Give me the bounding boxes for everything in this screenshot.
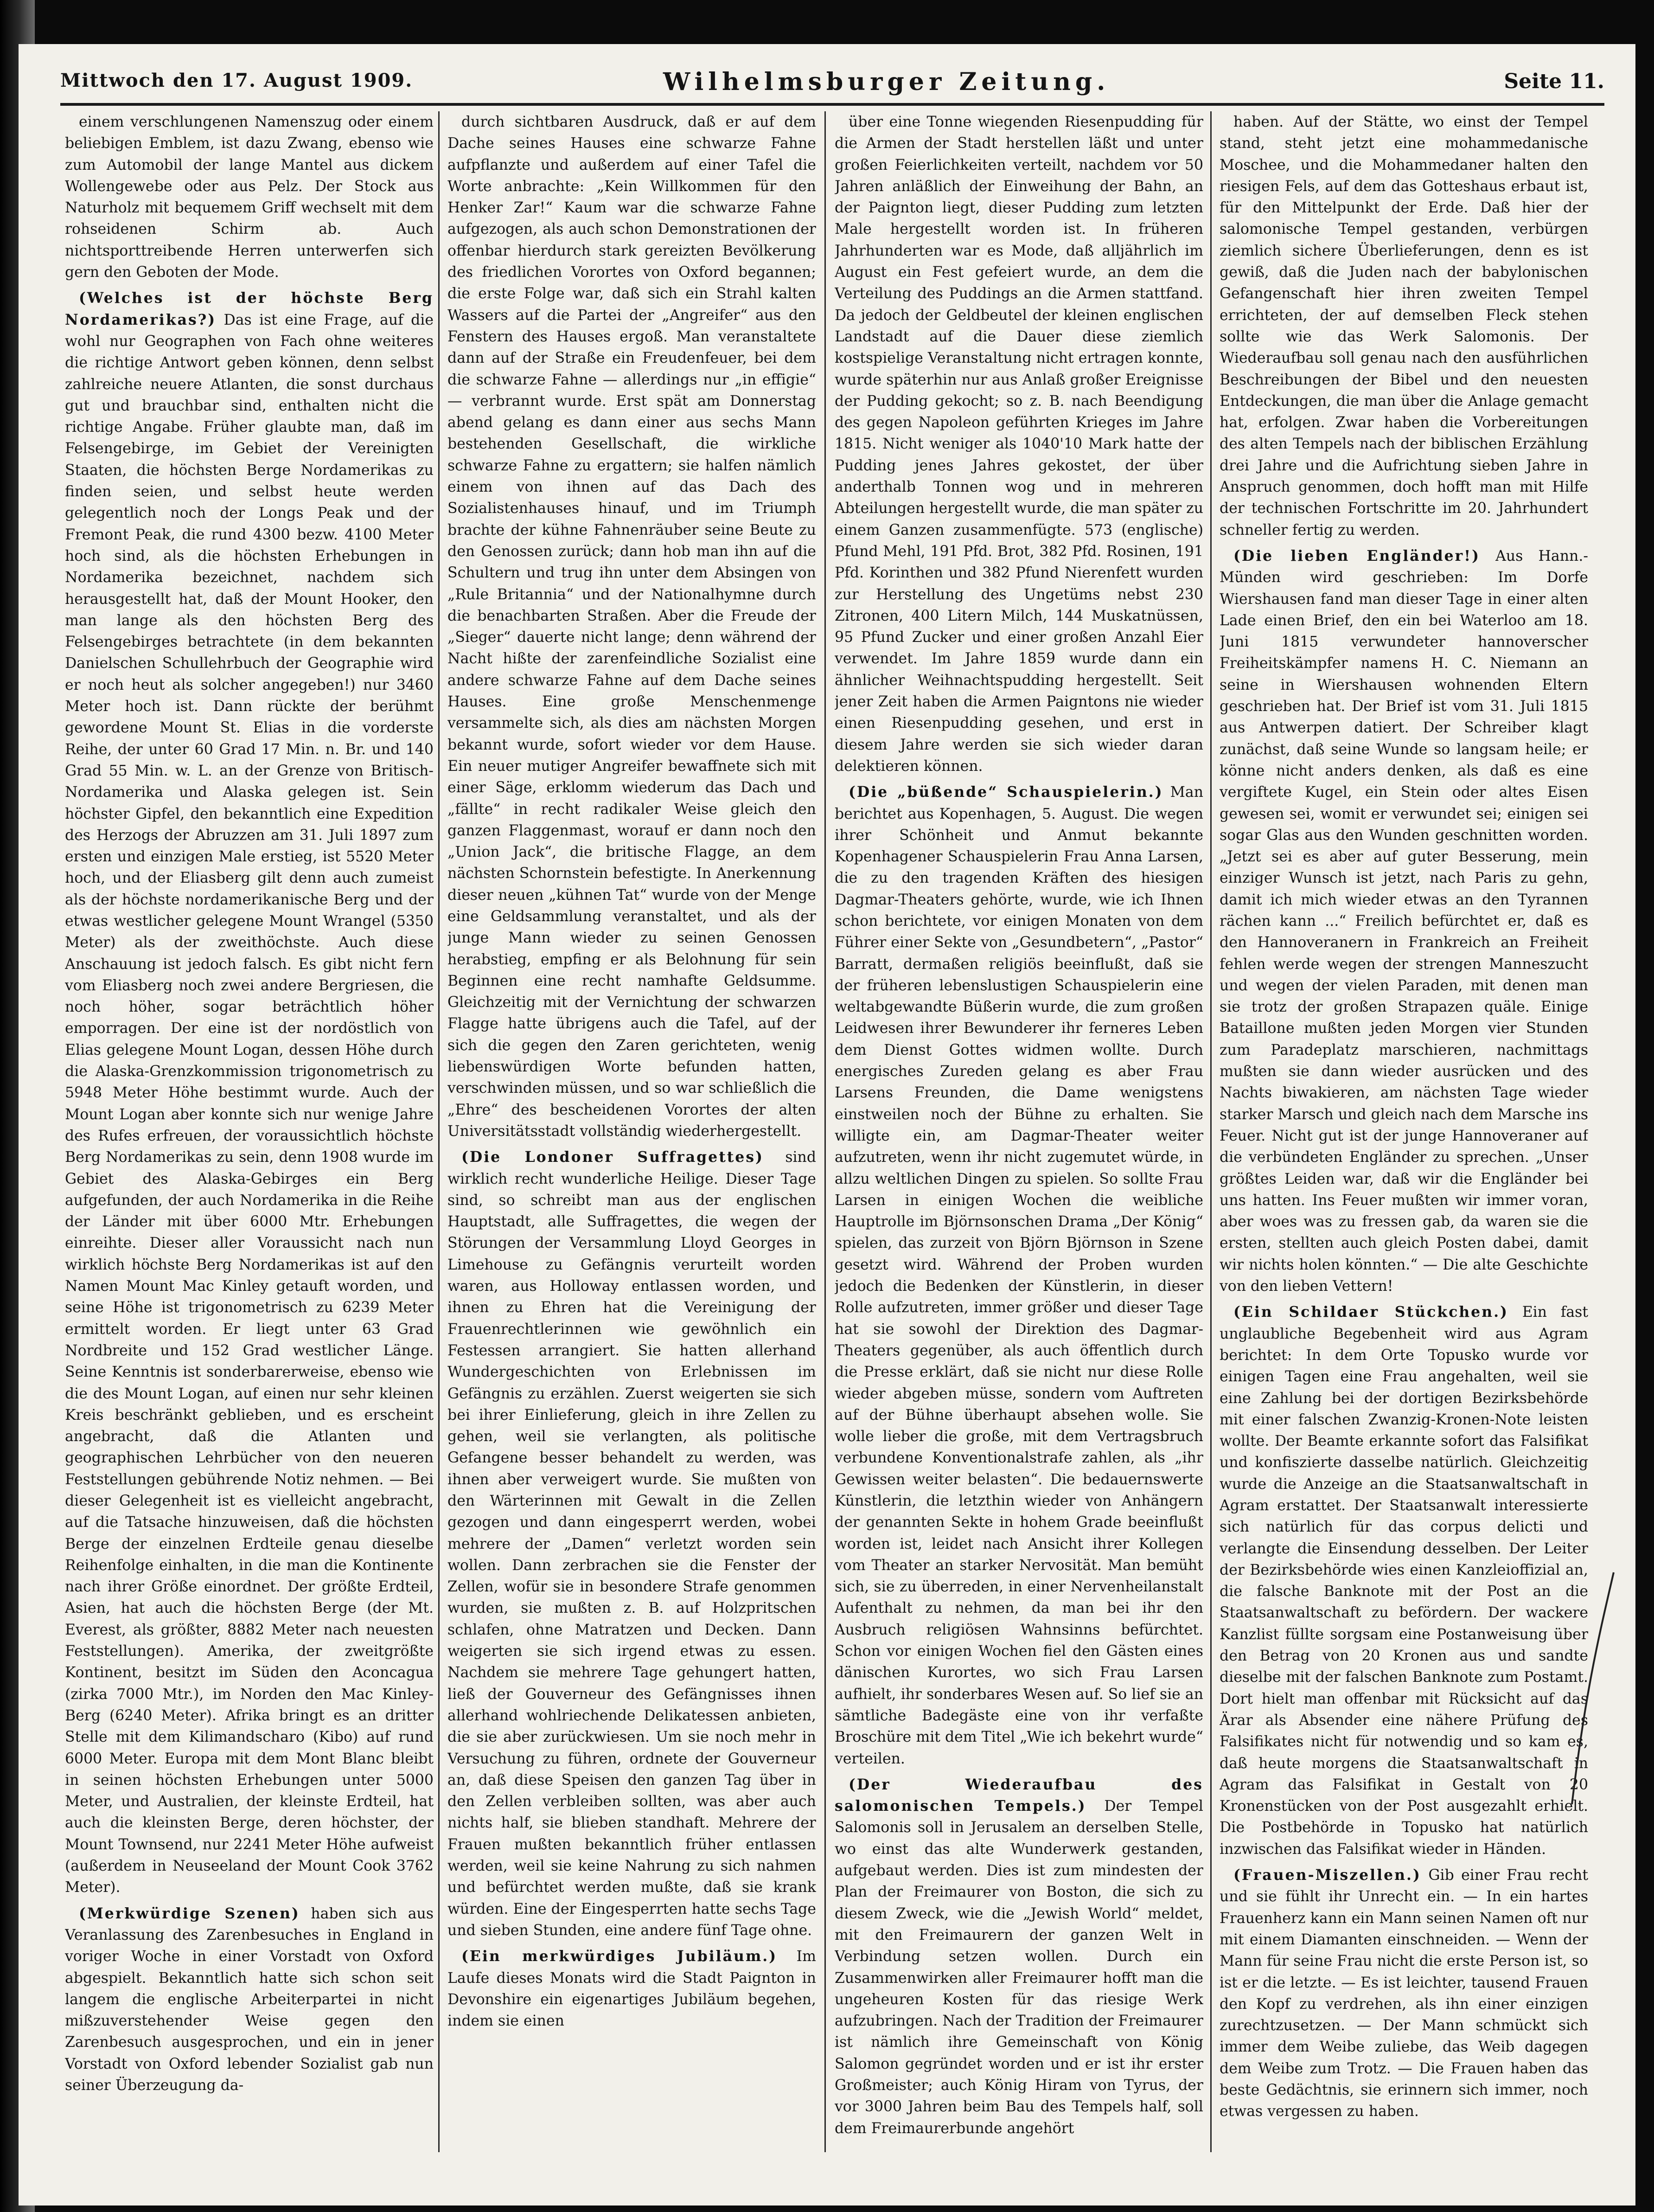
article-paragraph (447, 1946, 816, 2032)
article-column-3 (835, 111, 1203, 2152)
article-heading: (Ein merkwürdiges Jubiläum.) (461, 1948, 778, 1965)
article-paragraph (1220, 111, 1588, 541)
article-heading: (Die lieben Engländer!) (1233, 547, 1480, 564)
article-paragraph (1220, 1302, 1588, 1860)
article-paragraph (835, 1774, 1203, 2139)
article-heading: (Der Wiederaufbau des salomonischen Tempels.) (835, 1776, 1203, 1815)
article-paragraph (447, 1147, 816, 1941)
article-heading: (Frauen-Miszellen.) (1233, 1866, 1421, 1884)
page-header (60, 70, 1604, 102)
pen-mark (1567, 1568, 1623, 1809)
article-heading: (Merkwürdige Szenen) (79, 1904, 300, 1922)
article-text: Das ist eine Frage, auf die wohl nur Geographen von Fach ohne weiteres die richtige Antwort geben können, denn selbst zahlreiche neuere Atlanten, die sonst durchaus gut und brauchbar sind, enthalten nicht die richtige Angabe. Früher glaubte man, daß im Felsengebirge, im Gebiet der Vereinigten Staaten, die höchsten Berge Nordamerikas zu finden seien, und selbst heute werden gelegentlich noch der Longs Peak und der Fremont Peak, die rund 4300 bezw. 4100 Meter hoch sind, als die höchsten Erhebungen in Nordamerika bezeichnet, nachdem sich herausgestellt hat, daß der Mount Hooker, den man lange als den höchsten Berg des Felsengebirges betrachtete (in dem bekannten Danielschen Schullehrbuch der Geographie wird er noch heut als solcher angegeben!) nur 3460 Meter hoch ist. Dann rückte der berühmt gewordene Mount St. Elias in die vorderste Reihe, der unter 60 Grad 17 Min. n. Br. und 140 Grad 55 Min. w. L. an der Grenze von Britisch-Nordamerika und Alaska gelegen ist. Sein höchster Gipfel, den bekanntlich eine Expedition des Herzogs der Abruzzen am 31. Juli 1897 zum ersten und einzigen Male erstieg, ist 5520 Meter hoch, und der Eliasberg gilt denn auch zumeist als der höchste nordamerikanische Berg und der etwas westlicher gelegene Mount Wrangel (5350 Meter) als der zweithöchste. Auch diese Anschauung ist jedoch falsch. Es gibt nicht fern vom Eliasberg noch zwei andere Bergriesen, die noch höher, sogar beträchtlich höher emporragen. Der eine ist der nordöstlich von Elias gelegene Mount Logan, dessen Höhe durch die Alaska-Grenzkommission trigonometrisch zu 5948 Meter Höhe bestimmt wurde. Auch der Mount Logan aber konnte sich nur wenige Jahre des Rufes erfreuen, der voraussichtlich höchste Berg Nordamerikas zu sein, denn 1908 wurde im Gebiet des Alaska-Gebirges ein Berg aufgefunden, der auch Nordamerika in die Reihe der Länder mit über 6000 Mtr. Erhebungen einreihte. Dieser aller Voraussicht nach nun wirklich höchste Berg Nordamerikas ist auf den Namen Mount Mac Kinley getauft worden, und seine Höhe ist trigonometrisch zu 6239 Meter ermittelt worden. Er liegt unter 63 Grad Nordbreite und 152 Grad westlicher Länge. Seine Kenntnis ist sonderbarerweise, ebenso wie die des Mount Logan, auf einen nur sehr kleinen Kreis beschränkt geblieben, und es erscheint angebracht, daß die Atlanten und geographischen Lehrbücher von den neueren Feststellungen gebührende Notiz nehmen. — Bei dieser Gelegenheit ist es vielleicht angebracht, auf die Tatsache hinzuweisen, daß die höchsten Berge der einzelnen Erdteile genau dieselbe Reihenfolge einhalten, in die man die Kontinente nach ihrer Größe einordnet. Der größte Erdteil, Asien, hat auch die höchsten Berge (der Mt. Everest, als größter, 8882 Meter nach neuesten Feststellungen). Amerika, der zweitgrößte Kontinent, besitzt im Süden den Aconcagua (zirka 7000 Mtr.), im Norden den Mac Kinley-Berg (6240 Meter). Afrika bringt es an dritter Stelle mit dem Kilimandscharo (Kibo) auf rund 6000 Meter. Europa mit dem Mont Blanc bleibt in seinen höchsten Erhebungen unter 5000 Meter, und Australien, der kleinste Erdteil, hat auch die kleinsten Berge, deren höchster, der Mount Townsend, nur 2241 Meter Höhe aufweist (außerdem in Neuseeland der Mount Cook 3762 Meter). (65, 311, 434, 1896)
article-text: einem verschlungenen Namenszug oder einem beliebigen Emblem, ist dazu Zwang, ebenso wie zum Automobil der lange Mantel aus dickem Wollengewebe oder aus Pelz. Der Stock aus Naturholz mit bequemem Griff wechselt mit dem rohseidenen Schirm ab. Auch nichtsporttreibende Herren unterwerfen sich gern den Geboten der Mode. (65, 114, 434, 281)
article-paragraph (447, 111, 816, 1142)
article-column-2 (447, 111, 816, 2152)
article-text: Gib einer Frau recht und sie fühlt ihr Unrecht ein. — In ein hartes Frauenherz kann ein Mann seinen Namen oft nur mit einem Diamanten einschneiden. — Wenn der Mann für seine Frau nicht die erste Person ist, so ist er die letzte. — Es ist leichter, tausend Frauen den Kopf zu verdrehen, als ihn einer einzigen zurechtzusetzen. — Der Mann schmückt sich immer dem Weibe zuliebe, das Weib dagegen dem Weibe zum Trotz. — Die Frauen haben das beste Gedächtnis, sie erinnern sich immer, noch etwas vergessen zu haben. (1220, 1867, 1588, 2120)
article-text: haben. Auf der Stätte, wo einst der Tempel stand, steht jetzt eine mohammedanische Moschee, und die Mohammedaner halten den riesigen Fels, auf dem das Gotteshaus erbaut ist, für den Mittelpunkt der Erde. Daß hier der salomonische Tempel gestanden, verbürgen ziemlich sichere Überlieferungen, denn es ist gewiß, daß die Juden nach der babylonischen Gefangenschaft hier ihren zweiten Tempel errichteten, der auf demselben Fleck stehen sollte wie das Werk Salomonis. Der Wiederaufbau soll genau nach den ausführlichen Beschreibungen der Bibel und den neuesten Entdeckungen, die man über die Anlage gemacht hat, erfolgen. Zwar haben die Vorbereitungen des alten Tempels nach der biblischen Erzählung drei Jahre und die Aufrichtung sieben Jahre in Anspruch genommen, doch hofft man mit Hilfe der technischen Fortschritte im 20. Jahrhundert schneller fertig zu werden. (1220, 114, 1588, 539)
article-text: Ein fast unglaubliche Begebenheit wird aus Agram berichtet: In dem Orte Topusko wurde vor einigen Tagen eine Frau angehalten, weil sie eine Zahlung bei der dortigen Bezirksbehörde mit einer falschen Zwanzig-Kronen-Note leisten wollte. Der Beamte erkannte sofort das Falsifikat und konfiszierte dasselbe natürlich. Gleichzeitig wurde die Anzeige an die Staatsanwaltschaft in Agram erstattet. Der Staatsanwalt interessierte sich natürlich für das corpus delicti und verlangte die Einsendung desselben. Der Leiter der Bezirksbehörde wies einen Kanzleioffizial an, die falsche Banknote mit der Post an die Staatsanwaltschaft zu befördern. Der wackere Kanzlist füllte sorgsam eine Postanweisung über den Betrag von 20 Kronen aus und sandte dieselbe mit der falschen Banknote zum Postamt. Dort hielt man offenbar mit Rücksicht auf das Ärar als Absender eine nähere Prüfung des Falsifikates nicht für notwendig und so kam es, daß heute morgens die Staatsanwaltschaft in Agram das Falsifikat in Gestalt von 20 Kronenstücken von der Post ausgezahlt erhielt. Die Postbehörde in Topusko hat natürlich inzwischen das Falsifikat wieder in Händen. (1220, 1304, 1588, 1858)
article-text: Aus Hann.-Münden wird geschrieben: Im Dorfe Wiershausen fand man dieser Tage in einer alten Lade einen Brief, den ein bei Waterloo am 18. Juni 1815 verwundeter hannoverscher Freiheitskämpfer namens H. C. Niemann an seine in Wiershausen wohnenden Eltern geschrieben hat. Der Brief ist vom 31. Juli 1815 aus Antwerpen datiert. Der Schreiber klagt zunächst, daß seine Wunde so langsam heile; er könne nicht anders denken, als daß es eine vergiftete Kugel, ein Stein oder altes Eisen gewesen sei, womit er verwundet sei; einigen sei sogar Glas aus den Wunden geschnitten worden. „Jetzt sei es aber auf guter Besserung, mein einziger Wunsch ist jetzt, nach Paris zu gehn, damit ich mich wieder etwas an den Tyrannen rächen kann ...“ Freilich befürchtet er, daß es den Hannoveranern in Frankreich an Freiheit fehlen werde wegen der strengen Manneszucht und wegen der vielen Paraden, mit denen man sie trotz der großen Strapazen quäle. Einige Bataillone mußten jeden Morgen vier Stunden zum Paradeplatz marschieren, nachmittags mußten sie dann wieder ausrücken und des Nachts biwakieren, am nächsten Tage wieder starker Marsch und gleich nach dem Marsche ins Feuer. Nicht gut ist der junge Hannoveraner auf die verbündeten Engländer zu sprechen. „Unser größtes Leiden war, daß wir die Engländer bei uns hatten. Ins Feuer mußten wir immer voran, aber woes was zu fressen gab, da waren sie die ersten, stellten auch gleich Posten dabei, damit wir nichts holen könnten.“ — Die alte Geschichte von den lieben Vettern! (1220, 547, 1588, 1295)
newspaper-title: Wilhelmsburger Zeitung. (663, 68, 1110, 96)
page-number: Seite 11. (1504, 70, 1604, 93)
article-paragraph (65, 1903, 434, 2097)
article-paragraph (1220, 1865, 1588, 2122)
article-paragraph (65, 111, 434, 283)
header-rule (60, 103, 1604, 106)
column-divider (824, 111, 826, 2152)
article-heading: (Welches ist der höchste Berg Nordamerikas?) (65, 289, 434, 328)
article-text: Im Laufe dieses Monats wird die Stadt Paignton in Devonshire ein eigenartiges Jubiläum begehen, indem sie einen (447, 1948, 816, 2030)
article-paragraph (835, 111, 1203, 777)
article-text: Man berichtet aus Kopenhagen, 5. August. Die wegen ihrer Schönheit und Anmut bekannte Kopenhagener Schauspielerin Frau Anna Larsen, die zu den tragenden Kräften des hiesigen Dagmar-Theaters gehörte, wurde, wie ich Ihnen schon berichtete, vor einigen Monaten von dem Führer einer Sekte von „Gesundbetern“, „Pastor“ Barratt, dermaßen religiös beeinflußt, daß sie der früheren lebenslustigen Schauspielerin eine weltabgewandte Büßerin wurde, die zum großen Leidwesen ihrer Bewunderer ihr ferneres Leben dem Dienst Gottes widmen wollte. Durch energisches Zureden gelang es aber Frau Larsens Freunden, die Dame wenigstens einstweilen noch der Bühne zu erhalten. Sie willigte ein, am Dagmar-Theater weiter aufzutreten, wenn ihr nicht zugemutet würde, in allzu weltlichen Dingen zu spielen. So sollte Frau Larsen in einigen Wochen die weibliche Hauptrolle im Björnsonschen Drama „Der König“ spielen, das zurzeit von Björn Björnson in Szene gesetzt wird. Während der Proben wurden jedoch die Bedenken der Künstlerin, in dieser Rolle aufzutreten, immer größer und dieser Tage hat sie sowohl der Direktion des Dagmar-Theaters gegenüber, als auch öffentlich durch die Presse erklärt, daß sie nicht nur diese Rolle wieder abgeben müsse, sondern vom Auftreten auf der Bühne überhaupt absehen wolle. Sie wolle lieber die große, mit dem Vertragsbruch verbundene Konventionalstrafe zahlen, als „ihr Gewissen weiter belasten“. Die bedauernswerte Künstlerin, die letzthin wieder von Anhängern der genannten Sekte in hohem Grade beeinflußt worden ist, leidet nach Ansicht ihrer Kollegen vom Theater an starker Nervosität. Man bemüht sich, sie zu überreden, in einer Nervenheilanstalt Aufenthalt zu nehmen, da man bei ihr den Ausbruch religiösen Wahnsinns befürchtet. Schon vor einigen Wochen fiel den Gästen eines dänischen Kurortes, wo sich Frau Larsen aufhielt, ihr sonderbares Wesen auf. So lief sie an sämtliche Badegäste eine von ihr verfaßte Broschüre mit dem Titel „Wie ich bekehrt wurde“ verteilen. (835, 784, 1203, 1767)
column-divider (1210, 111, 1212, 2152)
article-column-1 (65, 111, 434, 2152)
article-text: Der Tempel Salomonis soll in Jerusalem an derselben Stelle, wo einst das alte Wunderwerk gestanden, aufgebaut werden. Dies ist zum mindesten der Plan der Freimaurer von Boston, die sich zu diesem Zweck, wie die „Jewish World“ meldet, mit den Freimaurern der ganzen Welt in Verbindung setzen wollen. Durch ein Zusammenwirken aller Freimaurer hofft man die ungeheuren Kosten für das riesige Werk aufzubringen. Nach der Tradition der Freimaurer ist nämlich ihre Gemeinschaft von König Salomon gegründet worden und er ist ihr erster Großmeister; auch König Hiram von Tyrus, der vor 3000 Jahren beim Bau des Tempels half, soll dem Freimaurerbunde angehört (835, 1798, 1203, 2137)
issue-date: Mittwoch den 17. August 1909. (60, 70, 413, 91)
article-heading: (Die Londoner Suffragettes) (461, 1148, 764, 1166)
article-column-4 (1220, 111, 1588, 2152)
article-heading: (Ein Schildaer Stückchen.) (1233, 1303, 1508, 1321)
article-text: durch sichtbaren Ausdruck, daß er auf dem Dache seines Hauses eine schwarze Fahne aufpflanzte und außerdem auf einer Tafel die Worte anbrachte: „Kein Willkommen für den Henker Zar!“ Kaum war die schwarze Fahne aufgezogen, als auch schon Demonstrationen der offenbar hierdurch stark gereizten Bevölkerung des friedlichen Vorortes von Oxford begannen; die erste Folge war, daß sich ein Strahl kalten Wassers auf die Partei der „Angreifer“ aus den Fenstern des Hauses ergoß. Man veranstaltete dann auf der Straße ein Freudenfeuer, bei dem die schwarze Fahne — allerdings nur „in effigie“ — verbrannt wurde. Erst spät am Donnerstag abend gelang es dann einer aus sechs Mann bestehenden Gesellschaft, die wirkliche schwarze Fahne zu ergattern; sie halfen nämlich einem von ihnen auf das Dach des Sozialistenhauses hinauf, und im Triumph brachte der kühne Fahnenräuber seine Beute zu den Genossen zurück; dann hob man ihn auf die Schultern und trug ihn unter dem Absingen von „Rule Britannia“ und der Nationalhymne durch die benachbarten Straßen. Aber die Freude der „Sieger“ dauerte nicht lange; denn während der Nacht hißte der zarenfeindliche Sozialist eine andere schwarze Fahne auf dem Dache seines Hauses. Eine große Menschenmenge versammelte sich, als dies am nächsten Morgen bekannt wurde, sofort wieder vor dem Hause. Ein neuer mutiger Angreifer bewaffnete sich mit einer Säge, erklomm wiederum das Dach und „fällte“ in recht radikaler Weise gleich den ganzen Flaggenmast, worauf er dann noch den „Union Jack“, die britische Flagge, an dem nächsten Schornstein befestigte. In Anerkennung dieser neuen „kühnen Tat“ wurde von der Menge eine Geldsammlung veranstaltet, und als der junge Mann wieder zu seinen Genossen herabstieg, empfing er als Belohnung für sein Beginnen eine recht namhafte Geldsumme. Gleichzeitig mit der Vernichtung der schwarzen Flagge hatte übrigens auch die Tafel, auf der sich die gegen den Zaren gerichteten, wenig liebenswürdigen Worte befunden hatten, verschwinden müssen, und so war schließlich die „Ehre“ des bescheidenen Vorortes der alten Universitätsstadt vollständig wiederhergestellt. (447, 114, 816, 1140)
article-paragraph (1220, 545, 1588, 1297)
column-divider (438, 111, 440, 2152)
article-paragraph (835, 782, 1203, 1770)
article-text: haben sich aus Veranlassung des Zarenbesuches in England in voriger Woche in einer Vorstadt von Oxford abgespielt. Bekanntlich hatte sich schon seit langem die englische Arbeiterpartei in nicht mißzuverstehender Weise gegen den Zarenbesuch ausgesprochen, und ein in jener Vorstadt von Oxford lebender Sozialist gab nun seiner Überzeugung da- (65, 1905, 434, 2094)
article-paragraph (65, 288, 434, 1898)
article-text: über eine Tonne wiegenden Riesenpudding für die Armen der Stadt herstellen läßt und unter großen Feierlichkeiten verteilt, nachdem vor 50 Jahren anläßlich der Einweihung der Bahn, an der Paignton liegt, dieser Pudding zum letzten Male hergestellt worden ist. In früheren Jahrhunderten war es Mode, daß alljährlich im August ein Fest gefeiert wurde, an dem die Verteilung des Puddings an die Armen stattfand. Da jedoch der Geldbeutel der kleinen englischen Landstadt auf die Dauer diese ziemlich kostspielige Veranstaltung nicht ertragen konnte, wurde späterhin nur aus Anlaß großer Ereignisse der Pudding gekocht; so z. B. nach Beendigung des gegen Napoleon geführten Krieges im Jahre 1815. Nicht weniger als 1040'10 Mark hatte der Pudding jenes Jahres gekostet, der über anderthalb Tonnen wog und in mehreren Abteilungen hergestellt wurde, die man später zu einem Ganzen zusammenfügte. 573 (englische) Pfund Mehl, 191 Pfd. Brot, 382 Pfd. Rosinen, 191 Pfd. Korinthen und 382 Pfund Nierenfett wurden zur Herstellung des Ungetüms nebst 230 Zitronen, 400 Litern Milch, 144 Muskatnüssen, 95 Pfund Zucker und einer großen Anzahl Eier verwendet. Im Jahre 1859 wurde dann ein ähnlicher Weihnachtspudding hergestellt. Seit jener Zeit haben die Armen Paigntons nie wieder einen Riesenpudding gesehen, und erst in diesem Jahre werden sie sich wieder daran delektieren können. (835, 114, 1203, 775)
article-heading: (Die „büßende“ Schauspielerin.) (849, 783, 1163, 801)
article-text: sind wirklich recht wunderliche Heilige. Dieser Tage sind, so schreibt man aus der englischen Hauptstadt, alle Suffragettes, die wegen der Störungen der Versammlung Lloyd Georges in Limehouse zu Gefängnis verurteilt worden waren, aus Holloway entlassen worden, und ihnen zu Ehren hat die Vereinigung der Frauenrechtlerinnen wie gewöhnlich ein Festessen arrangiert. Sie hatten allerhand Wundergeschichten von Erlebnissen im Gefängnis zu erzählen. Zuerst weigerten sie sich bei ihrer Einlieferung, gleich in ihre Zellen zu gehen, weil sie verlangten, als politische Gefangene besser behandelt zu werden, was ihnen aber verweigert wurde. Sie mußten von den Wärterinnen mit Gewalt in die Zellen gezogen und dann eingesperrt werden, wobei mehrere der „Damen“ verletzt worden sein wollen. Dann zerbrachen sie die Fenster der Zellen, wofür sie in besondere Strafe genommen wurden, sie mußten z. B. auf Holzpritschen schlafen, ohne Matratzen und Decken. Dann weigerten sie sich irgend etwas zu essen. Nachdem sie mehrere Tage gehungert hatten, ließ der Gouverneur des Gefängnisses ihnen allerhand wohlriechende Delikatessen anbieten, die sie aber zurückwiesen. Um sie noch mehr in Versuchung zu führen, ordnete der Gouverneur an, daß diese Speisen den ganzen Tag über in den Zellen verbleiben sollten, was aber auch nichts half, sie blieben standhaft. Mehrere der Frauen mußten bekanntlich früher entlassen werden, weil sie keine Nahrung zu sich nahmen und befürchtet werden mußte, daß sie krank würden. Eine der Eingesperrten hatte sechs Tage und sieben Stunden, eine andere fünf Tage ohne. (447, 1149, 816, 1939)
